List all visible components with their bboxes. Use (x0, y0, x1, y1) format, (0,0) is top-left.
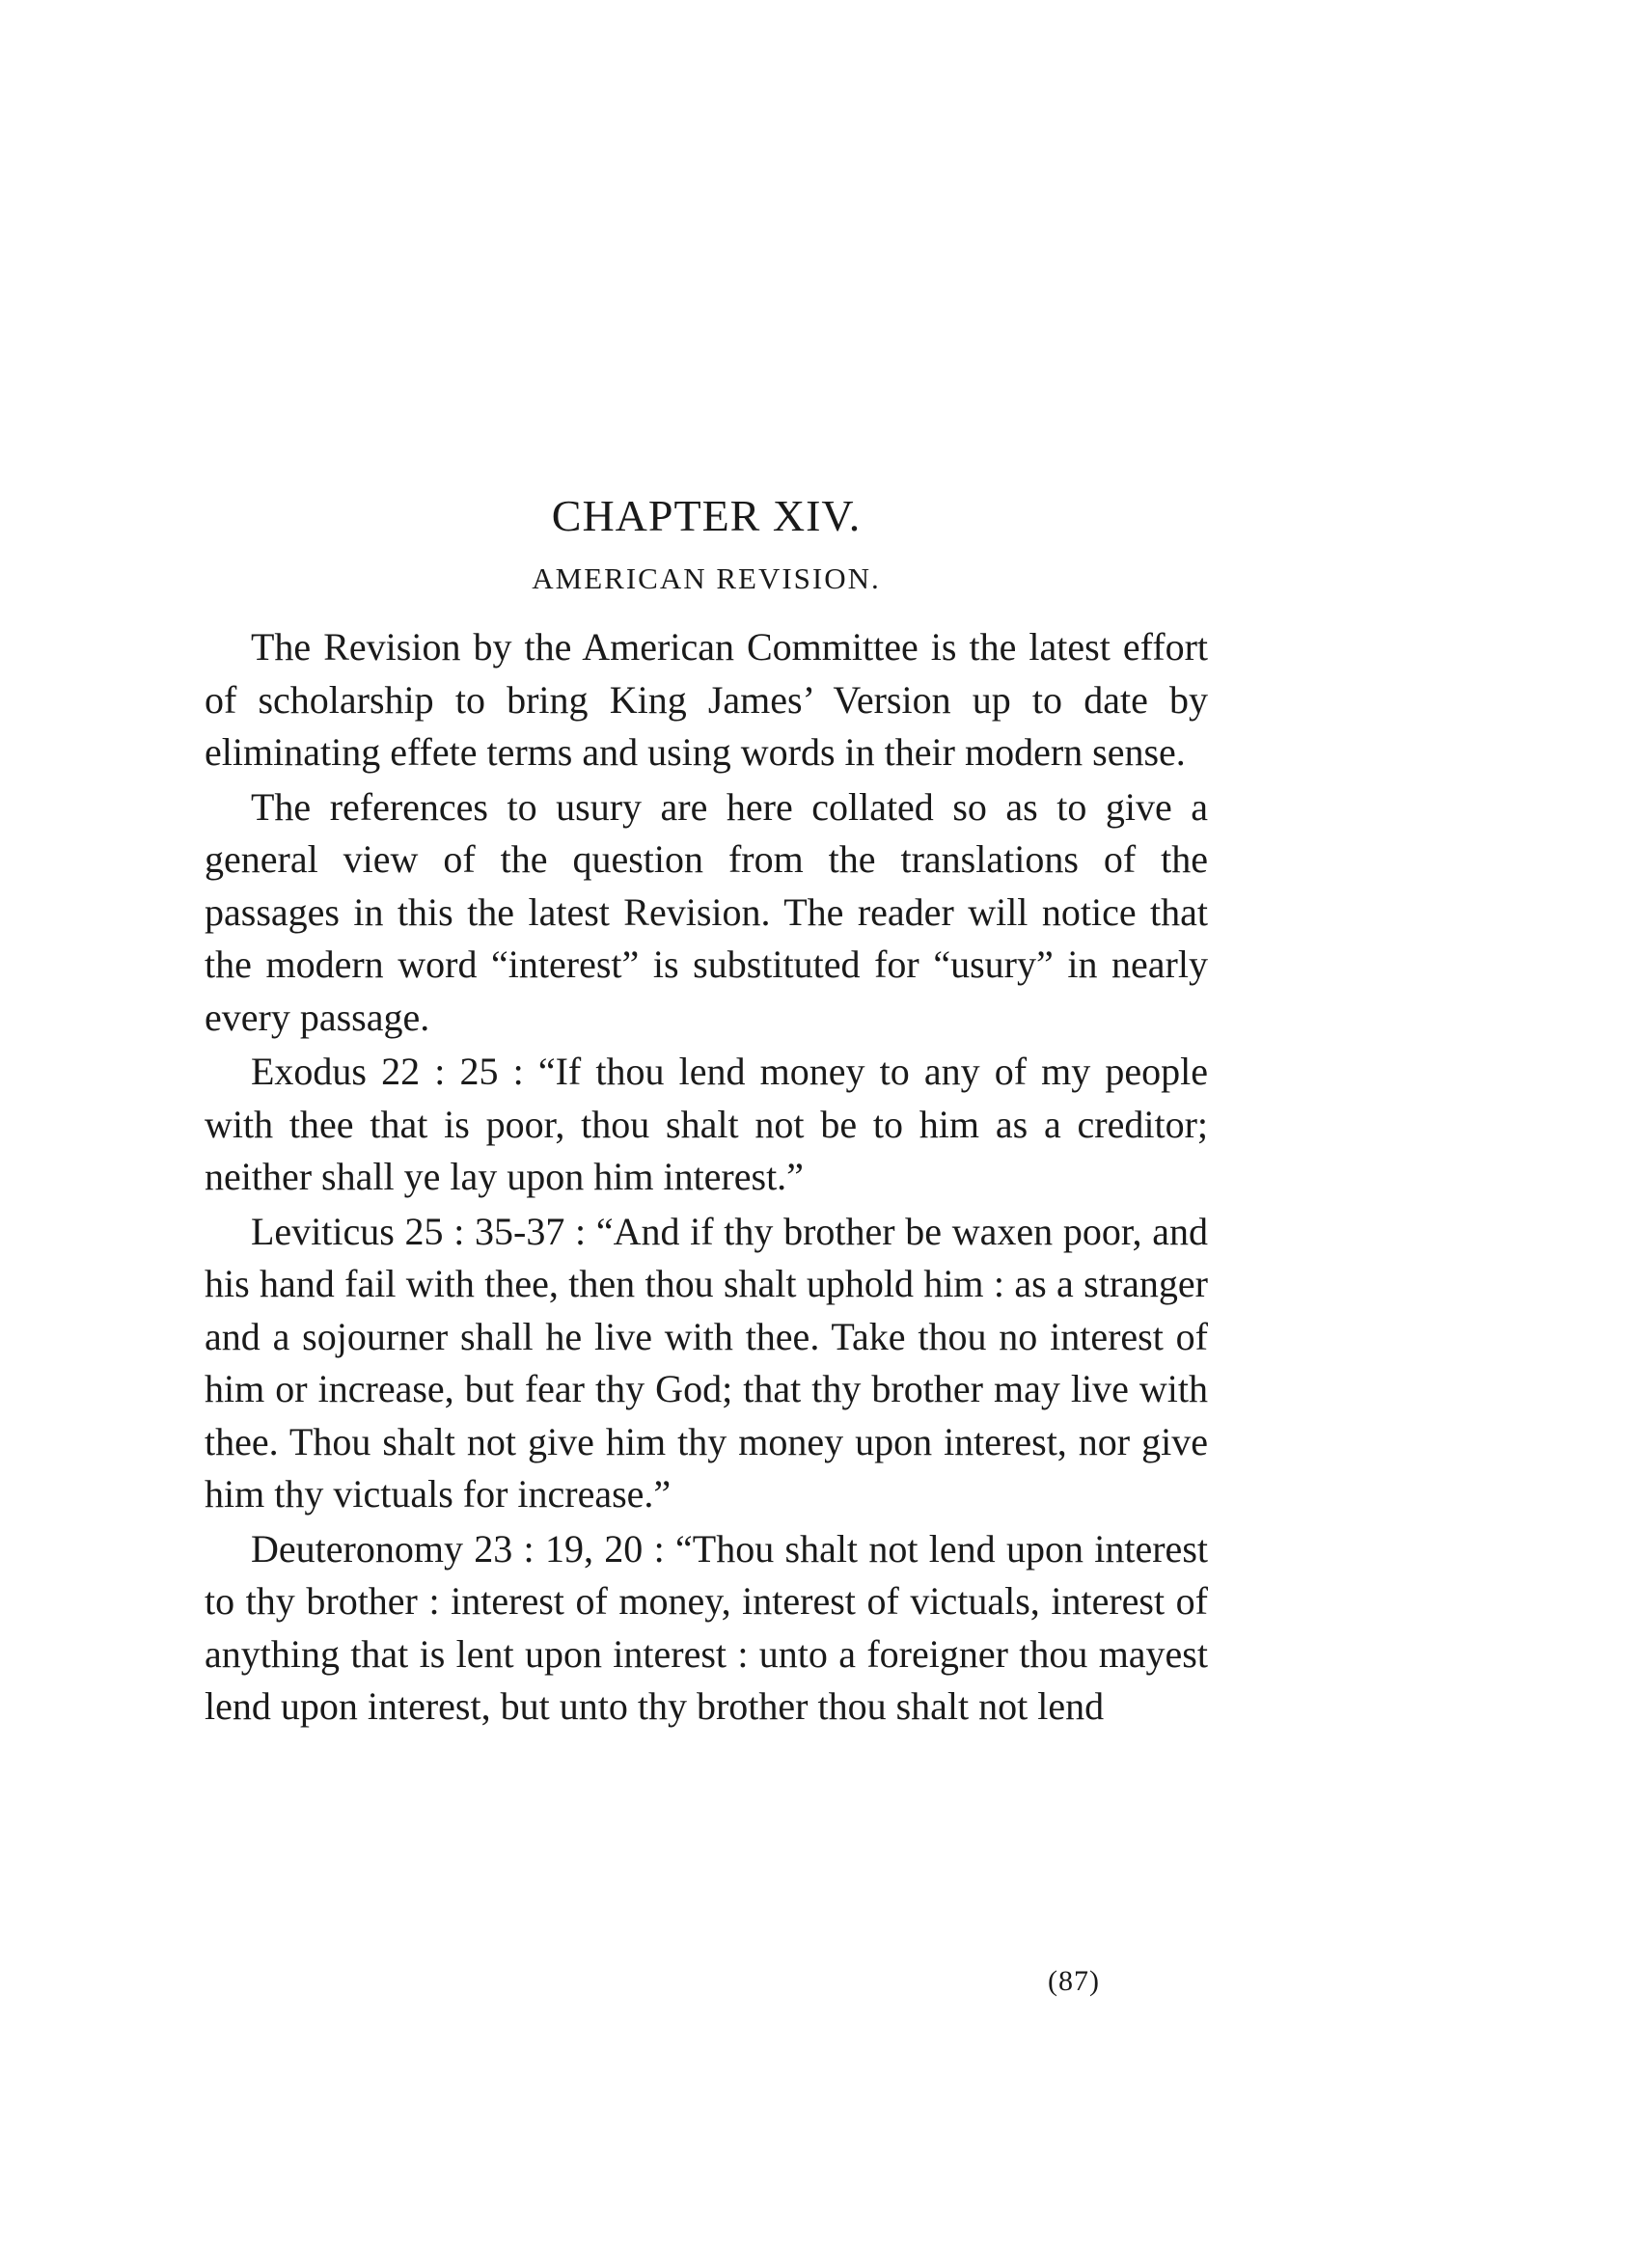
paragraph-deuteronomy: Deuteronomy 23 : 19, 20 : “Thou shalt not lend upon interest to thy brother : interest of money, interest of victuals, interest of anything that is lent upon interest : unto a foreigner thou mayest lend upon interest, but unto thy brother thou shalt not lend (205, 1526, 1208, 1728)
page-number: (87) (1048, 1965, 1100, 1997)
paragraph-exodus: Exodus 22 : 25 : “If thou lend money to any of my people with thee that is poor, thou shalt not be to him as a creditor; neither shall ye lay upon him interest.” (205, 1050, 1208, 1198)
chapter-subtitle: AMERICAN REVISION. (532, 561, 881, 595)
paragraph-intro: The Revision by the American Committee is the latest effort of scholarship to bring King James’ Version up to date by eliminating effete terms and using words in their modern sense. (205, 625, 1208, 774)
paragraph-references: The references to usury are here collated so as to give a general view of the question from the translations of the passages in this the latest Revision. The reader will notice that the modern word “interest” is substituted for “usury” in nearly every passage. (205, 784, 1208, 1039)
paragraph-leviticus: Leviticus 25 : 35-37 : “And if thy brother be waxen poor, and his hand fail with thee, then thou shalt uphold him : as a stranger and a sojourner shall he live with thee. Take thou no interest of him or increase, but fear thy God; that thy brother may live with thee. Thou shalt not give him thy money upon interest, nor give him thy victuals for increase.” (205, 1209, 1208, 1516)
page-text-block (205, 482, 1208, 1734)
chapter-title: CHAPTER XIV. (551, 491, 862, 540)
